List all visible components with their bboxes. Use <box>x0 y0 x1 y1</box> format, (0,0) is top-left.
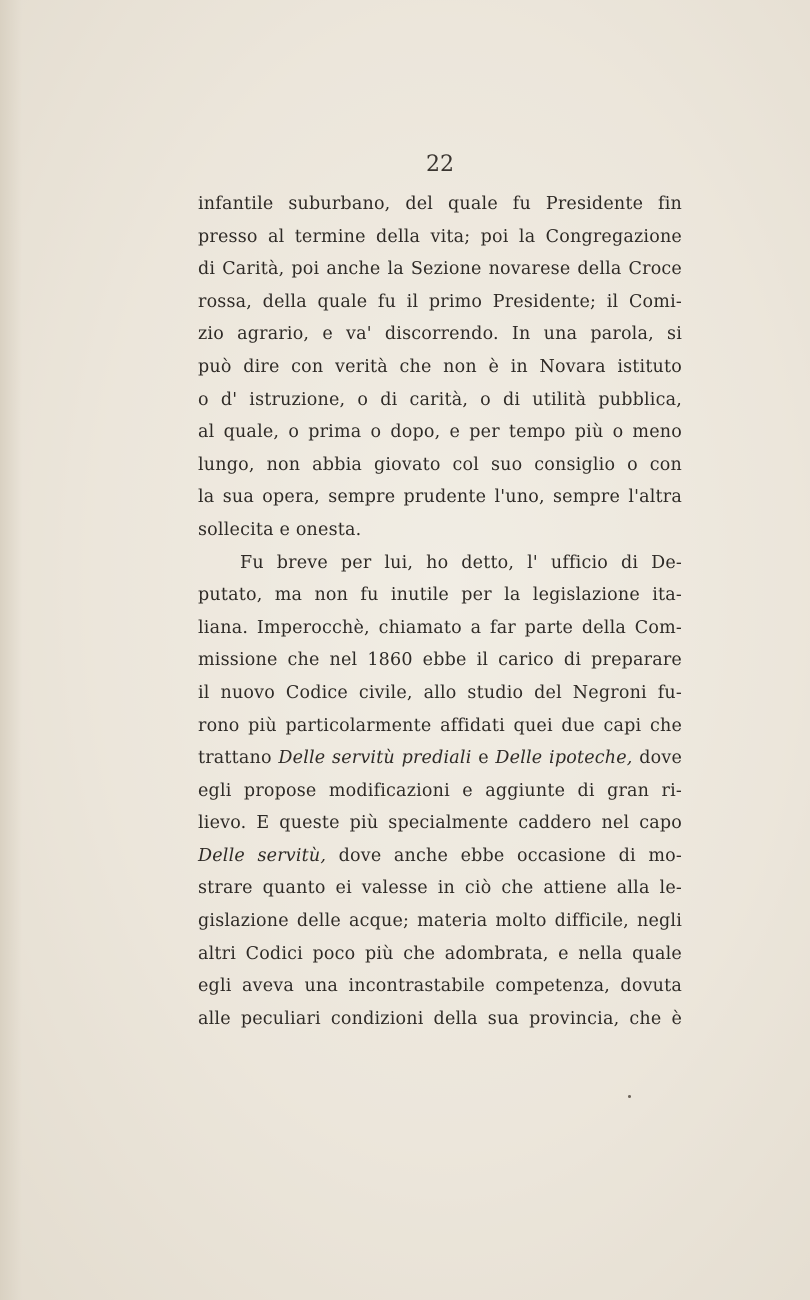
text-line: altri Codici poco più che adombrata, e nella quale <box>198 943 682 964</box>
text-line: alle peculiari condizioni della sua provincia, che è <box>198 1008 682 1029</box>
text-line: il nuovo Codice civile, allo studio del Negroni fu- <box>198 682 682 703</box>
text-line: egli aveva una incontrastabile competenza, dovuta <box>198 976 682 997</box>
ink-speck <box>628 1095 631 1098</box>
text-line: trattano Delle servitù prediali e Delle ipoteche, dove <box>198 748 682 769</box>
page-number: 22 <box>426 152 454 177</box>
text-line: liana. Imperocchè, chiamato a far parte della Com- <box>198 617 682 638</box>
text-line: la sua opera, sempre prudente l'uno, sempre l'altra <box>198 487 682 508</box>
text-line: lungo, non abbia giovato col suo consiglio o con <box>198 454 682 475</box>
body-text <box>198 188 682 1035</box>
text-line: egli propose modificazioni e aggiunte di gran ri- <box>198 780 682 801</box>
text-line: al quale, o prima o dopo, e per tempo più o meno <box>198 422 682 443</box>
text-line: strare quanto ei valesse in ciò che attiene alla le- <box>198 878 682 899</box>
italic-title: Delle servitù prediali <box>278 748 472 769</box>
binding-gutter <box>0 0 22 1300</box>
text-line: zio agrario, e va' discorrendo. In una parola, si <box>198 324 682 345</box>
text-line: rossa, della quale fu il primo Presidente; il Comi- <box>198 291 682 312</box>
text-line: rono più particolarmente affidati quei due capi che <box>198 715 682 736</box>
paragraph-end-line: sollecita e onesta. <box>198 519 362 540</box>
text-line: può dire con verità che non è in Novara istituto <box>198 356 682 377</box>
text-line: putato, ma non fu inutile per la legislazione ita- <box>198 585 682 606</box>
italic-title: Delle servitù, <box>198 845 327 866</box>
paragraph-start-line: Fu breve per lui, ho detto, l' ufficio di De- <box>240 552 682 573</box>
text-line: di Carità, poi anche la Sezione novarese della Croce <box>198 259 682 280</box>
text-line: gislazione delle acque; materia molto difficile, negli <box>198 911 682 932</box>
italic-title: Delle ipoteche, <box>495 748 633 769</box>
text-line: lievo. E queste più specialmente caddero nel capo <box>198 813 682 834</box>
text-line: infantile suburbano, del quale fu Presidente fin <box>198 194 682 214</box>
text-line: presso al termine della vita; poi la Congregazione <box>198 226 682 247</box>
text-line: missione che nel 1860 ebbe il carico di preparare <box>198 650 682 671</box>
text-line: o d' istruzione, o di carità, o di utilità pubblica, <box>198 389 682 410</box>
text-line: Delle servitù, dove anche ebbe occasione di mo- <box>198 845 682 866</box>
